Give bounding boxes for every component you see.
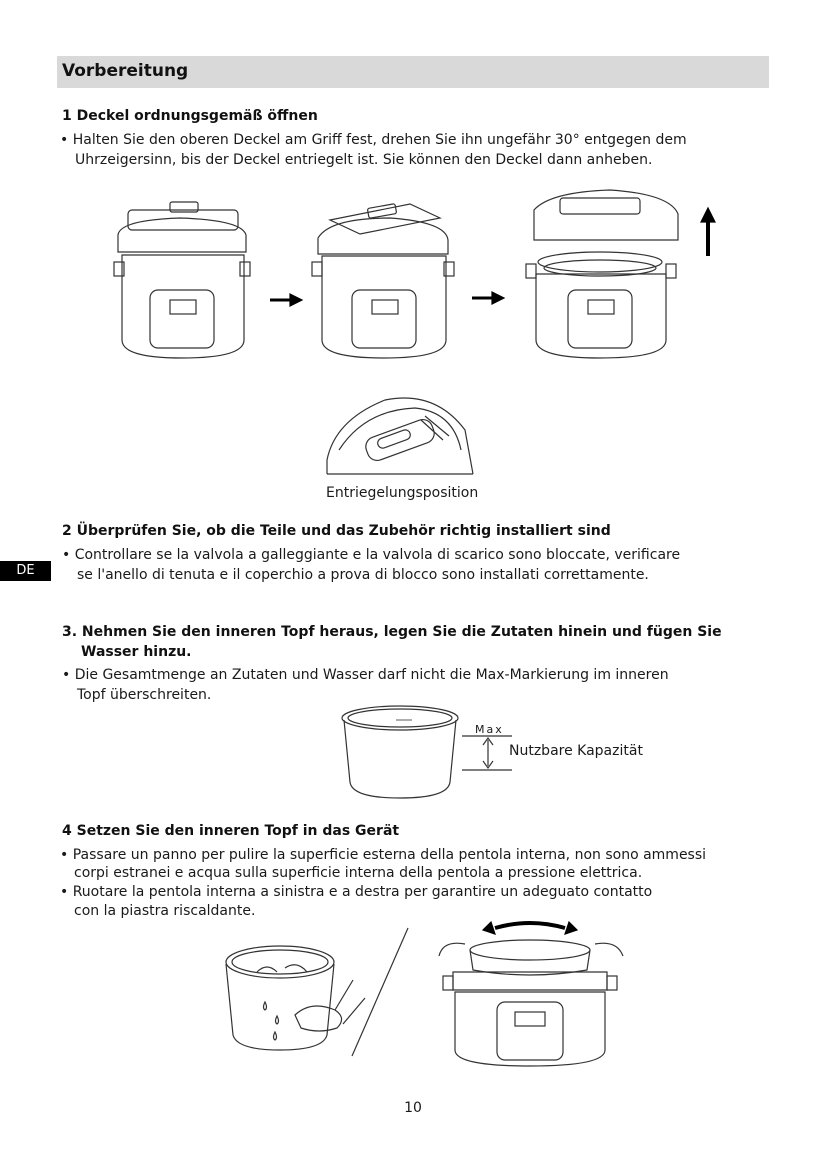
inner-pot-capacity-illustration <box>340 702 520 802</box>
usable-capacity-label: Nutzbare Kapazität <box>509 743 643 759</box>
rotate-arrow-icon <box>483 922 577 934</box>
arrow-right-icon <box>472 292 504 304</box>
section-4-bullet-2-line-1: • Ruotare la pentola interna a sinistra e a destra per garantire un adeguato contatto <box>60 884 653 900</box>
section-3-heading-line-1: 3. Nehmen Sie den inneren Topf heraus, legen Sie die Zutaten hinein und fügen Sie <box>62 624 722 640</box>
section-4-heading: 4 Setzen Sie den inneren Topf in das Gerät <box>62 823 400 839</box>
lid-opening-illustration <box>110 190 730 370</box>
section-4-bullet-1-line-2: corpi estranei e acqua sulla superficie interna della pentola a pressione elettrica. <box>74 865 643 881</box>
language-tab: DE <box>0 561 51 581</box>
section-3-bullet-line-1: • Die Gesamtmenge an Zutaten und Wasser darf nicht die Max-Markierung im inneren <box>62 667 669 683</box>
section-1-heading: 1 Deckel ordnungsgemäß öffnen <box>62 108 318 124</box>
unlock-position-illustration <box>325 390 475 476</box>
unlock-position-caption: Entriegelungsposition <box>326 485 479 501</box>
max-marking-label: Max <box>475 723 504 736</box>
section-2-heading: 2 Überprüfen Sie, ob die Teile und das Zubehör richtig installiert sind <box>62 523 611 539</box>
cooker-lid-lifted-drawing <box>526 190 678 358</box>
arrow-up-icon <box>701 208 715 256</box>
cooker-closed-drawing <box>114 202 250 358</box>
section-2-bullet-line-1: • Controllare se la valvola a galleggiante e la valvola di scarico sono bloccate, verificare <box>62 547 681 563</box>
section-3-heading-line-2: Wasser hinzu. <box>81 644 192 660</box>
page-number: 10 <box>404 1100 422 1116</box>
section-4-bullet-1-line-1: • Passare un panno per pulire la superficie esterna della pentola interna, non sono ammessi <box>60 847 707 863</box>
page-title: Vorbereitung <box>62 61 189 81</box>
section-1-bullet-line-1: • Halten Sie den oberen Deckel am Griff fest, drehen Sie ihn ungefähr 30° entgegen dem <box>60 132 687 148</box>
illustration-divider <box>352 928 408 1056</box>
section-4-bullet-2-line-2: con la piastra riscaldante. <box>74 903 256 919</box>
arrow-right-icon <box>270 294 302 306</box>
section-2-bullet-line-2: se l'anello di tenuta e il coperchio a prova di blocco sono installati correttamente. <box>77 567 649 583</box>
section-3-bullet-line-2: Topf überschreiten. <box>77 687 212 703</box>
section-1-bullet-line-2: Uhrzeigersinn, bis der Deckel entriegelt ist. Sie können den Deckel dann anheben. <box>75 152 653 168</box>
pot-wiping-drawing <box>226 946 365 1050</box>
cooker-rotated-drawing <box>312 204 454 358</box>
cooker-pot-rotation-drawing <box>439 922 623 1066</box>
wipe-and-insert-pot-illustration <box>215 920 615 1080</box>
